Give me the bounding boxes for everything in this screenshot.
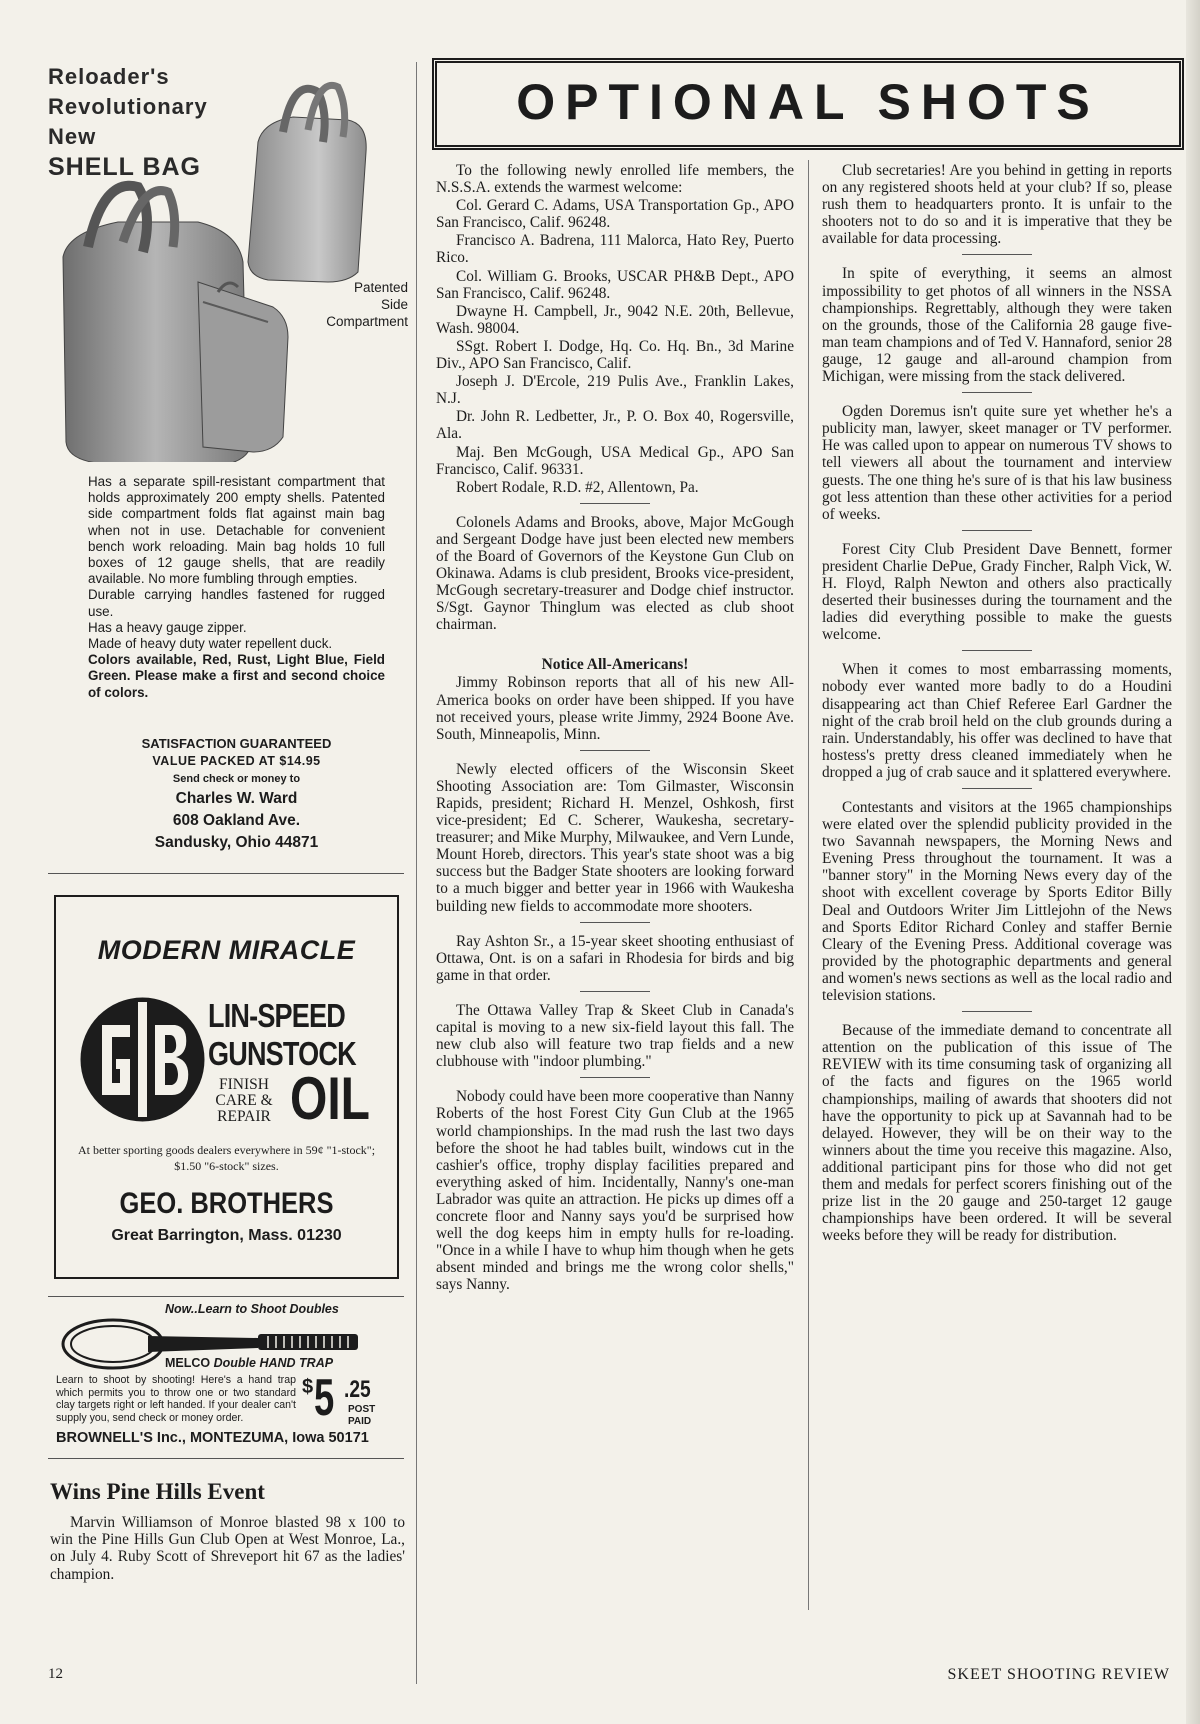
guarantee: SATISFACTION GUARANTEED xyxy=(141,736,332,751)
trap-description: Learn to shoot by shooting! Here's a hand trap which permits you to throw one or two standard clay targets right or left handed. If your dealer can't supply you, send check or money order. xyxy=(56,1374,296,1424)
notice-paragraph: Jimmy Robinson reports that all of his new All-America books on order have been shipped. If you have not received yours, please write Jimmy, 2924 Boone Ave. South, Minneapolis, Minn. xyxy=(436,674,794,743)
page-edge xyxy=(1186,0,1200,1724)
middle-column xyxy=(436,162,794,1294)
short-divider xyxy=(580,991,650,992)
shell-bag-description xyxy=(88,474,385,701)
callout-line: Side xyxy=(380,297,408,312)
trap-product: Double HAND TRAP xyxy=(213,1356,334,1370)
modern-miracle-headline: MODERN MIRACLE xyxy=(97,935,356,965)
finish-line: REPAIR xyxy=(217,1108,271,1125)
short-divider xyxy=(962,392,1032,393)
advertiser-city: Sandusky, Ohio 44871 xyxy=(154,834,319,851)
pine-hills-article xyxy=(50,1478,405,1583)
shell-bag-order-info xyxy=(88,736,385,854)
geo-brothers: GEO. BROTHERS xyxy=(119,1187,334,1220)
send-to: Send check or money to xyxy=(172,773,301,785)
short-divider xyxy=(962,650,1032,651)
desc-paragraph: Has a separate spill-resistant compartment that holds approximately 200 empty shells. Patented side compartment folds flat against main bag when not in use. Detachable for convenient bench work reloading. Main bag holds 10 full boxes of 12 gauge shells, that are readily available. No more fumbling through empties. xyxy=(88,474,385,587)
short-divider xyxy=(580,1077,650,1078)
column-divider xyxy=(416,62,417,1684)
product-line: LIN-SPEED xyxy=(208,997,345,1034)
member-entry: Maj. Ben McGough, USA Medical Gp., APO San Francisco, Calif. 96331. xyxy=(436,443,794,478)
member-entry: SSgt. Robert I. Dodge, Hq. Co. Hq. Bn., 3d Marine Div., APO San Francisco, Calif. xyxy=(436,337,794,373)
notice-heading: Notice All-Americans! xyxy=(541,656,689,674)
demand-paragraph: Because of the immediate demand to concentrate all attention on the publication of this issue of The REVIEW with its time consuming task of organizing all of the facts and figures on the 1965 world championships, mailing of awards that shooters did not have the opportunity to pick up at Savannah had to be delayed. However, they will be on their way to the winners about the time you receive this magazine. Also, additional participant pins for those who did not get them and medals for perfect scorers finishing out of the prize list in the 20 gauge and 250-target 12 gauge championships have been ordered. It will be several weeks before they will be ready for distribution. xyxy=(822,1022,1172,1245)
desc-paragraph: Has a heavy gauge zipper. xyxy=(88,619,247,635)
dealer-info: At better sporting goods dealers everywhere in 59¢ "1-stock"; $1.50 "6-stock" sizes. xyxy=(77,1143,376,1173)
page-title: OPTIONAL SHOTS xyxy=(516,74,1100,130)
shell-bag-ad xyxy=(48,62,408,862)
short-divider xyxy=(962,254,1032,255)
member-entry: Dwayne H. Campbell, Jr., 9042 N.E. 20th, Bellevue, Wash. 98004. xyxy=(436,302,794,337)
advertiser-name: Charles W. Ward xyxy=(175,790,298,807)
member-entry: Col. Gerard C. Adams, USA Transportation Gp., APO San Francisco, Calif. 96248. xyxy=(436,197,794,232)
member-entry: Robert Rodale, R.D. #2, Allentown, Pa. xyxy=(456,478,699,496)
pine-hills-title: Wins Pine Hills Event xyxy=(50,1479,265,1504)
price-main: 5 xyxy=(314,1369,335,1427)
paid-label: PAID xyxy=(348,1416,372,1427)
member-entry: Francisco A. Badrena, 111 Malorca, Hato Rey, Puerto Rico. xyxy=(436,232,794,267)
divider xyxy=(48,1296,404,1297)
brownells-address: BROWNELL'S Inc., MONTEZUMA, Iowa 50171 xyxy=(56,1430,369,1446)
divider xyxy=(48,1458,404,1459)
title-line: SHELL BAG xyxy=(48,153,201,181)
houdini-paragraph: When it comes to most embarrassing moments, nobody ever wanted more badly to do a Houdini disappearing act than Chief Referee Earl Gardner the night of the crab broil held on the club grounds during a rain. Understandably, his offer was declined to have that hostess's pretty dress cleaned immediately when he dropped a jug of crab sauce and it splattered everywhere. xyxy=(822,661,1172,781)
title-line: New xyxy=(48,124,97,149)
short-divider xyxy=(580,503,650,504)
doremus-paragraph: Ogden Doremus isn't quite sure yet whether he's a publicity man, lawyer, skeet manager or TV performer. He was called upon to appear on numerous TV shows to tell viewers all about the tournament and interview guests. The one thing he's sure of is that his law business got less attention than these other activities for a period of weeks. xyxy=(822,403,1172,523)
trap-price xyxy=(296,1369,406,1436)
life-members-intro: To the following newly enrolled life members, the N.S.S.A. extends the warmest welcome: xyxy=(436,162,794,197)
advertiser-street: 608 Oakland Ave. xyxy=(172,812,301,829)
right-column xyxy=(822,162,1172,1245)
short-divider xyxy=(580,922,650,923)
gunstock-ad xyxy=(54,895,399,1279)
product-name xyxy=(208,997,356,1073)
price-dollar: $ xyxy=(302,1376,314,1398)
pine-hills-body: Marvin Williamson of Monroe blasted 98 x 100 to win the Pine Hills Gun Club Open at West Monroe, La., on July 4. Ruby Scott of Shreveport hit 67 as the ladies' champion. xyxy=(50,1514,405,1583)
member-entry: Dr. John R. Ledbetter, Jr., P. O. Box 40, Rogersville, Ala. xyxy=(436,408,794,443)
wisconsin-paragraph: Newly elected officers of the Wisconsin Skeet Shooting Association are: Tom Gilmaster, Wisconsin Rapids, president; Richard H. Menzel, Oshkosh, first vice-president; Ed C. Scherer, Waukesha, secretary-treasurer; and Mike Murphy, Milwaukee, and Vern Lunde, Mount Horeb, directors. This year's state shoot was a big success but the Badger State shooters are looking forward to a much bigger and better year in 1966 with Waukesha building new fields to accommodate more shooters. xyxy=(436,760,794,915)
savannah-paragraph: Contestants and visitors at the 1965 championships were elated over the splendid publicity provided in the two Savannah newspapers, the Morning News and Evening Press throughout the tournament. It was a "banner story" in the Morning News every day of the shoot with excellent coverage by Sports Editor Billy Deal and Outdoors Writer Jim Littlejohn of the News and Sports Editor Richard Conley and staffer Bernie Cleary of the Evening Press. Additional coverage was provided by the photographic departments and general and women's news sections as well as the local radio and television stations. xyxy=(822,799,1172,1005)
column-divider xyxy=(808,160,809,1610)
short-divider xyxy=(580,750,650,751)
forest-city-paragraph: Forest City Club President Dave Bennett, former president Charlie DePue, Grady Fincher, Ralph Vick, W. H. Floyd, Ralph Newton and others also practically deserted their businesses during the tournament and the ladies did everything possible to make the guests welcome. xyxy=(822,540,1172,644)
hand-trap-ad xyxy=(50,1302,405,1452)
finish-line: CARE & xyxy=(215,1092,273,1109)
photos-paragraph: In spite of everything, it seems an almost impossibility to get photos of all winners in the NSSA championships. Regrettably, although they were taken on the grounds, those of the California 28 gauge five-man team champions and of Ted V. Hannaford, senior 28 gauge, 12 gauge and all-around champion from Michigan, were missing from the stack delivered. xyxy=(822,265,1172,386)
member-entry: Col. William G. Brooks, USCAR PH&B Dept., APO San Francisco, Calif. 96248. xyxy=(436,267,794,302)
shell-bag-photo xyxy=(48,72,388,462)
product-line: GUNSTOCK xyxy=(208,1035,356,1072)
finish-line: FINISH xyxy=(219,1076,269,1093)
trap-product-line xyxy=(165,1356,333,1370)
geo-brothers-address: Great Barrington, Mass. 01230 xyxy=(111,1227,342,1244)
ashton-paragraph: Ray Ashton Sr., a 15-year skeet shooting enthusiast of Ottawa, Ont. is on a safari in Rhodesia for birds and big game in that order. xyxy=(436,932,794,984)
price: VALUE PACKED AT $14.95 xyxy=(152,754,321,768)
oil-label: OIL xyxy=(290,1065,370,1132)
patented-callout xyxy=(280,279,408,330)
gb-logo-mark xyxy=(80,997,205,1122)
divider xyxy=(48,873,404,874)
desc-paragraph: Made of heavy duty water repellent duck. xyxy=(88,636,333,652)
keystone-paragraph: Colonels Adams and Brooks, above, Major McGough and Sergeant Dodge have just been elected new members of the Board of Governors of the Keystone Gun Club on Okinawa. Adams is club president, Brooks vice-president, McGough secretary-treasurer and Dodge chief instructor. S/Sgt. Gaynor Thinglum was elected as club shoot chairman. xyxy=(436,513,794,634)
column-header-box xyxy=(432,58,1184,150)
secretaries-paragraph: Club secretaries! Are you behind in getting in reports on any registered shoots held at your club? If so, please rush them to headquarters pronto. It is unfair to the shooters not to do so and it is imperative that they be available for data processing. xyxy=(822,162,1172,248)
finish-care-repair xyxy=(210,1077,278,1125)
page-number: 12 xyxy=(48,1666,63,1682)
ottawa-paragraph: The Ottawa Valley Trap & Skeet Club in Canada's capital is moving to a new six-field layout this fall. The new club also will feature two trap fields and a new clubhouse with "indoor plumbing." xyxy=(436,1001,794,1071)
colors-available: Colors available, Red, Rust, Light Blue, Field Green. Please make a first and second choice of colors. xyxy=(88,652,385,700)
spacer xyxy=(436,634,794,656)
post-label: POST xyxy=(348,1404,376,1415)
callout-line: Compartment xyxy=(326,314,408,329)
member-entry: Joseph J. D'Ercole, 219 Pulis Ave., Franklin Lakes, N.J. xyxy=(436,373,794,408)
desc-paragraph: Durable carrying handles fastened for rugged use. xyxy=(88,587,385,619)
price-cents: .25 xyxy=(344,1376,371,1403)
magazine-name: SKEET SHOOTING REVIEW xyxy=(947,1666,1170,1683)
title-line: Revolutionary xyxy=(48,94,208,119)
melco-brand: MELCO xyxy=(165,1356,211,1370)
short-divider xyxy=(962,530,1032,531)
short-divider xyxy=(962,1011,1032,1012)
trap-headline: Now..Learn to Shoot Doubles xyxy=(165,1302,339,1316)
title-line: Reloader's xyxy=(48,64,170,89)
nanny-paragraph: Nobody could have been more cooperative than Nanny Roberts of the host Forest City Gun Club at the 1965 world championships. In the mad rush the last two days before the shoot he had tables built, windows cut in the cashier's office, trophy display facilities prepared and everything asked of him. Incidentally, Nanny's one-man Labrador was quite an attraction. He picks up dimes off a concrete floor and Nanny says you'd be surprised how well the dog keeps him in empty hulls for re-loading. "Once in a while I have to whup him though when he gets absent minded and brings me the wrong color shells," says Nanny. xyxy=(436,1088,794,1294)
short-divider xyxy=(962,788,1032,789)
callout-line: Patented xyxy=(353,280,408,295)
